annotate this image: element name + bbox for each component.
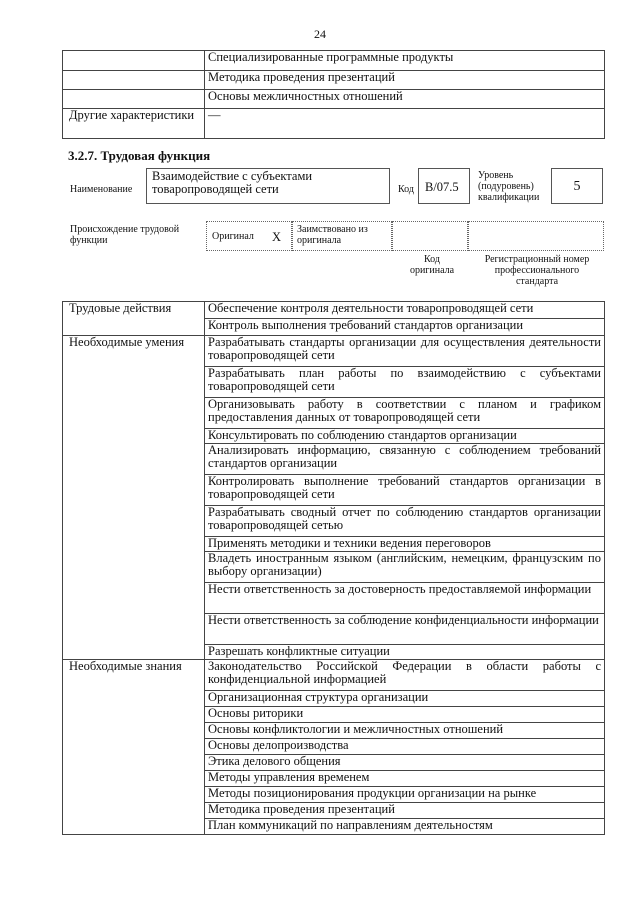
table-value-cell: Специализированные программные продукты [205,51,605,71]
table-item: Консультировать по соблюдению стандартов организации [205,429,605,444]
table-item: Методы управления временем [205,771,605,787]
table-item: Нести ответственность за достоверность предоставляемой информации [205,583,605,614]
table-value-cell: Основы межличностных отношений [205,90,605,109]
table-value-cell: — [205,109,605,139]
table-item: Организационная структура организации [205,691,605,707]
table-item: Этика делового общения [205,755,605,771]
table-value-cell: Методика проведения презентаций [205,71,605,90]
page-number: 24 [314,27,326,41]
group-label: Необходимые умения [63,336,205,660]
level-label: Уровень (подуровень) квалификации [478,170,540,203]
table-item: Основы риторики [205,707,605,723]
code-original-caption: Код оригинала [409,254,455,276]
code-original-cell [392,221,468,251]
table-item: Разрешать конфликтные ситуации [205,645,605,660]
code-label: Код [398,184,414,195]
table-label-cell: Другие характеристики [63,109,205,139]
table-item: Законодательство Российской Федерации в области работы с конфиденциальной информацией [205,660,605,691]
table-item: План коммуникаций по направлениям деятельностям [205,819,605,835]
section-title: 3.2.7. Трудовая функция [68,148,211,163]
table-item: Методы позиционирования продукции организации на рынке [205,787,605,803]
group-label: Трудовые действия [63,302,205,336]
top-table [62,50,605,139]
code-value: B/07.5 [425,180,459,194]
borrowed-label: Заимствовано из оригинала [297,224,368,246]
table-label-cell [63,90,205,109]
table-item: Анализировать информацию, связанную с соблюдением требований стандартов организации [205,444,605,475]
name-label: Наименование [70,184,133,195]
group-label: Необходимые знания [63,660,205,835]
table-label-cell [63,51,205,71]
table-label-cell [63,71,205,90]
table-item: Методика проведения презентаций [205,803,605,819]
level-value: 5 [573,179,581,194]
original-label: Оригинал [212,231,254,242]
table-item: Организовывать работу в соответствии с планом и графиком предоставления данных от товаропроводящей сети [205,398,605,429]
table-item: Основы конфликтологии и межличностных отношений [205,723,605,739]
original-mark: X [272,230,282,244]
reg-number-caption: Регистрационный номер профессионального стандарта [484,254,590,287]
origin-label: Происхождение трудовой функции [70,224,180,246]
table-item: Контроль выполнения требований стандартов организации [205,319,605,336]
table-item: Применять методики и техники ведения переговоров [205,537,605,552]
table-item: Разрабатывать сводный отчет по соблюдению стандартов организации товаропроводящей сетью [205,506,605,537]
table-item: Владеть иностранным языком (английским, немецким, французским по выбору организации) [205,552,605,583]
table-item: Основы делопроизводства [205,739,605,755]
table-item: Разрабатывать стандарты организации для осуществления деятельности товаропроводящей сети [205,336,605,367]
main-table [62,301,605,835]
table-item: Нести ответственность за соблюдение конфиденциальности информации [205,614,605,645]
table-item: Разрабатывать план работы по взаимодействию с субъектами товаропроводящей сети [205,367,605,398]
table-item: Обеспечение контроля деятельности товаропроводящей сети [205,302,605,319]
name-value: Взаимодействие с субъектами товаропроводящей сети [152,169,313,196]
reg-number-cell [468,221,604,251]
table-item: Контролировать выполнение требований стандартов организации в товаропроводящей сети [205,475,605,506]
